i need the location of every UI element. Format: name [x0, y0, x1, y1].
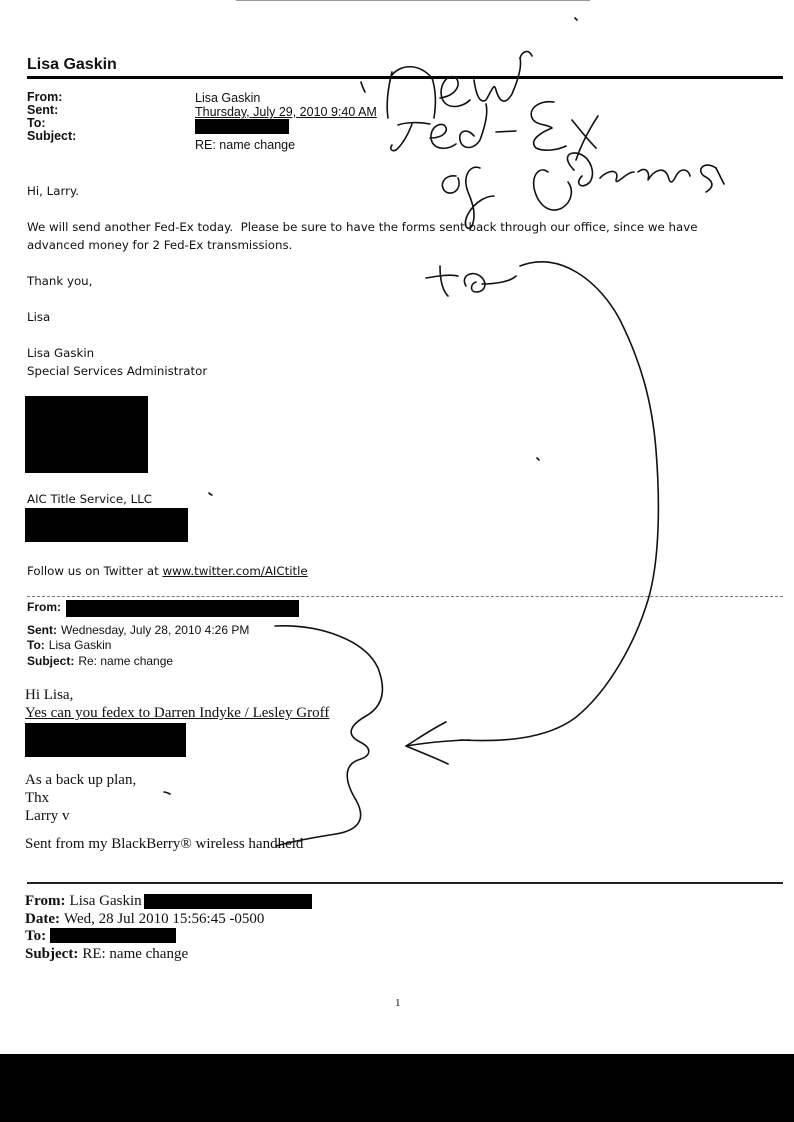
fwd1-body-redaction — [25, 723, 186, 757]
fwd2-from-label: From: — [25, 893, 66, 909]
separator-dashed — [27, 596, 783, 597]
sent-label: Sent: — [27, 103, 59, 117]
address-redaction — [25, 508, 188, 542]
from-label: From: — [27, 90, 63, 104]
twitter-prefix: Follow us on Twitter at — [27, 564, 163, 578]
fwd1-footer: Sent from my BlackBerry® wireless handheld — [25, 836, 304, 852]
fwd2-from-value: Lisa Gaskin — [69, 893, 142, 909]
company-name: AIC Title Service, LLC — [27, 492, 153, 506]
separator-solid — [27, 882, 783, 884]
to-redaction — [195, 119, 289, 134]
fwd2-date-value: Wed, 28 Jul 2010 15:56:45 -0500 — [63, 911, 265, 927]
sender-title: Lisa Gaskin — [27, 56, 117, 73]
subject-label: Subject: — [27, 129, 77, 143]
fwd1-from-redaction — [66, 600, 299, 617]
fwd2-to-label: To: — [25, 928, 47, 944]
fwd2-from-line — [25, 892, 142, 910]
signature-name: Lisa Gaskin — [27, 346, 95, 360]
fwd2-subject-line — [25, 945, 188, 963]
to-label: To: — [27, 116, 46, 130]
fwd1-to-value: Lisa Gaskin — [48, 638, 112, 652]
top-rule — [236, 0, 590, 1]
signature-title: Special Services Administrator — [27, 364, 208, 378]
fwd2-from-redaction — [144, 894, 312, 909]
fwd1-subject-label: Subject: — [27, 654, 75, 668]
fwd1-line1: Yes can you fedex to Darren Indyke / Lesley Groff — [25, 705, 330, 721]
page-number: 1 — [395, 997, 401, 1009]
header-rule — [27, 76, 783, 79]
fwd1-sent-value: Wednesday, July 28, 2010 4:26 PM — [61, 623, 250, 637]
from-value: Lisa Gaskin — [195, 91, 261, 105]
fwd1-to-label: To: — [27, 638, 45, 652]
first-name: Lisa — [27, 310, 51, 324]
fwd2-subject-value: RE: name change — [82, 946, 189, 962]
thanks-text: Thank you, — [27, 274, 93, 288]
fwd2-to-redaction — [50, 928, 176, 943]
twitter-line — [27, 563, 308, 579]
fwd2-subject-label: Subject: — [25, 946, 79, 962]
fwd1-line2: As a back up plan, — [25, 772, 137, 788]
subject-value: RE: name change — [195, 138, 296, 152]
body-line-2: advanced money for 2 Fed-Ex transmissions. — [27, 238, 293, 252]
fwd1-from-label: From: — [27, 600, 61, 614]
fwd1-greeting: Hi Lisa, — [25, 687, 74, 703]
scan-bottom-edge — [0, 1054, 794, 1122]
signature-redaction-block — [25, 396, 148, 473]
fwd1-subject-line — [27, 652, 173, 670]
twitter-link[interactable]: www.twitter.com/AICtitle — [162, 564, 308, 578]
body-line-1: We will send another Fed-Ex today. Please be sure to have the forms sent back through our office, since we have — [27, 220, 698, 234]
fwd1-line4: Larry v — [25, 808, 70, 824]
fwd1-line3: Thx — [25, 790, 50, 806]
sent-value: Thursday, July 29, 2010 9:40 AM — [195, 105, 377, 119]
greeting: Hi, Larry. — [27, 184, 79, 198]
fwd1-sent-label: Sent: — [27, 623, 57, 637]
fwd1-subject-value: Re: name change — [78, 654, 174, 668]
fwd2-date-label: Date: — [25, 911, 60, 927]
fwd2-date-line — [25, 910, 264, 928]
